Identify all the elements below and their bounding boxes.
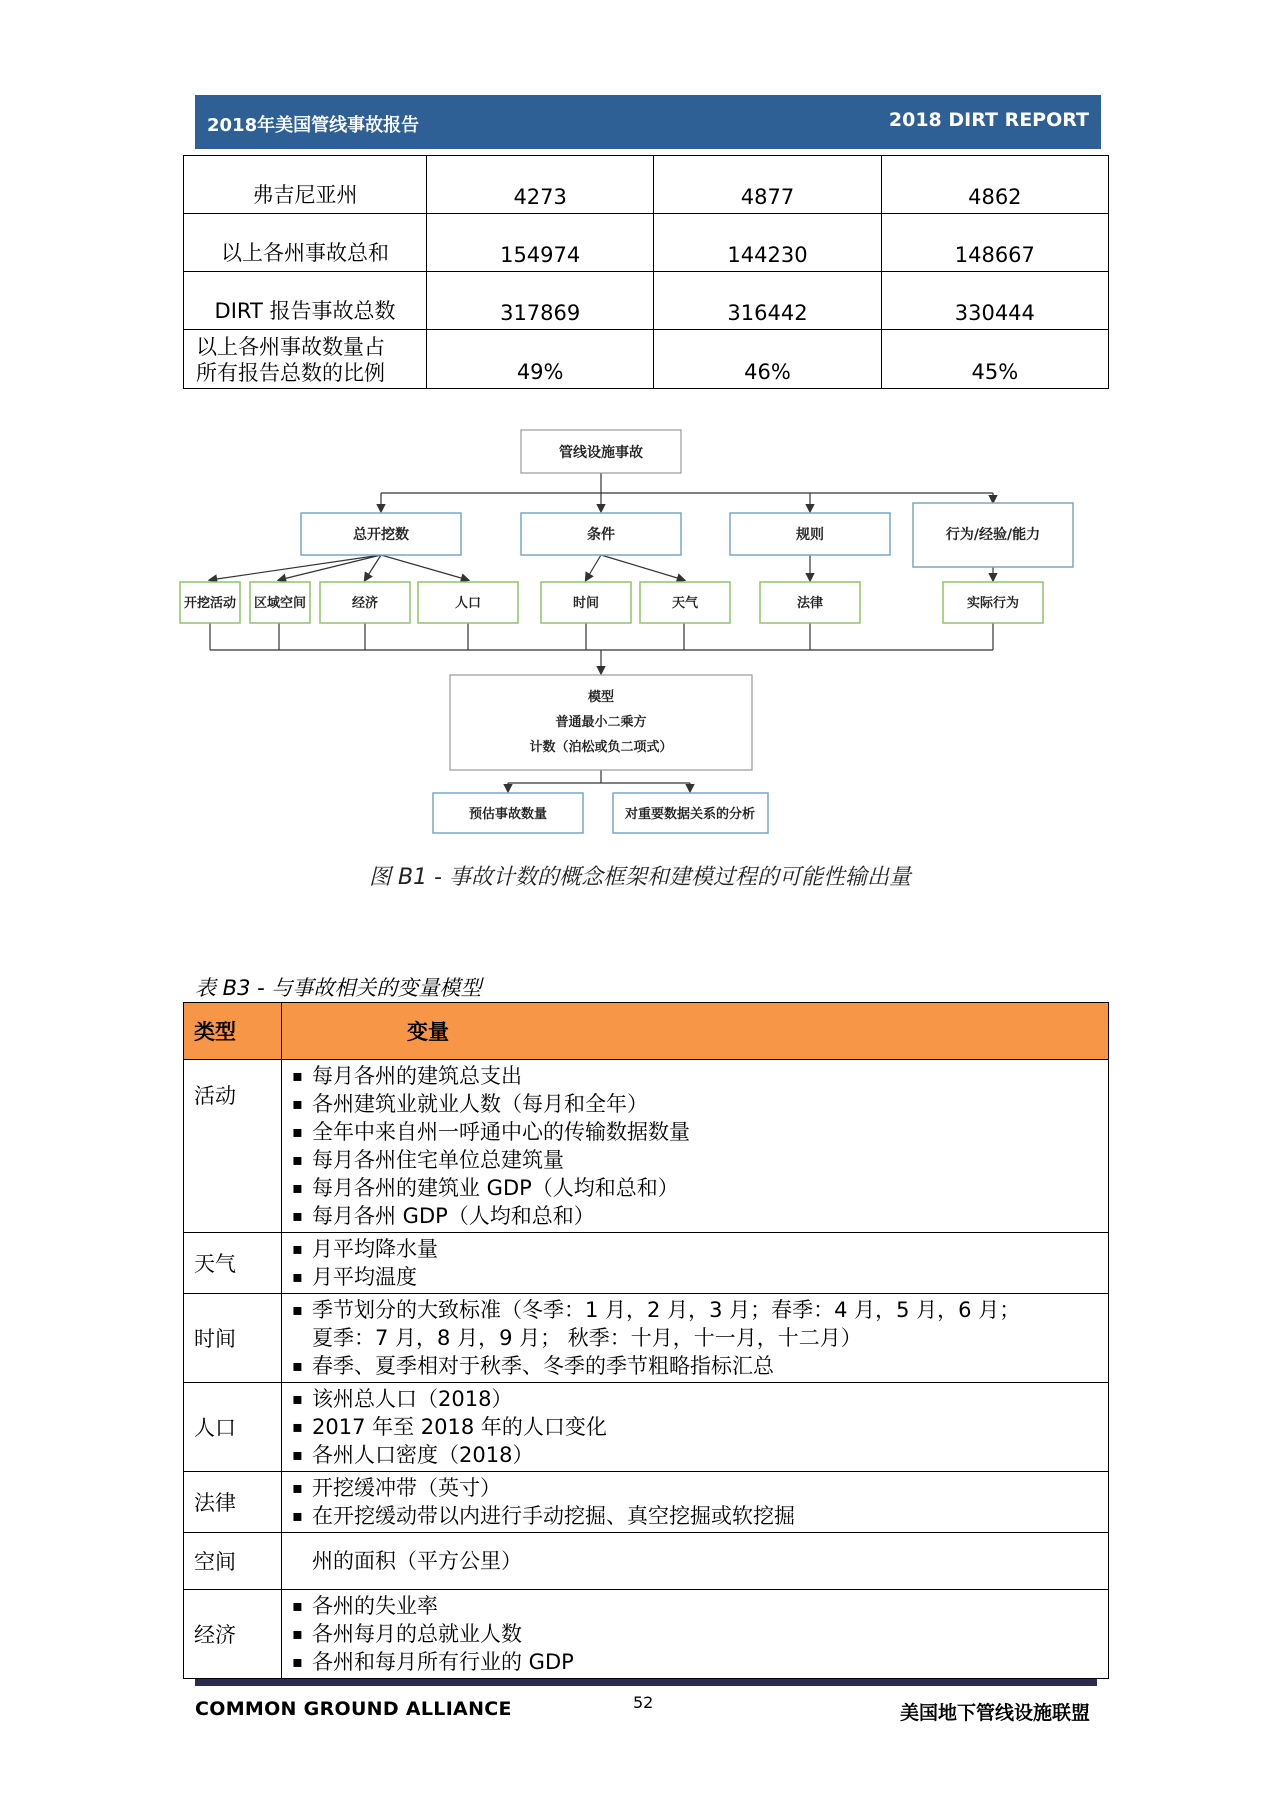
table-cell: 148667 xyxy=(881,214,1108,272)
row-label xyxy=(184,330,427,389)
item-text: 每月各州 GDP（人均和总和） xyxy=(312,1204,595,1228)
list-item xyxy=(290,1474,1108,1502)
table-caption: 表 B3 - 与事故相关的变量模型 xyxy=(195,976,482,1000)
item-text: 春季、夏季相对于秋季、冬季的季节粗略指标汇总 xyxy=(312,1354,774,1378)
item-text: 每月各州住宅单位总建筑量 xyxy=(312,1148,564,1172)
variables-table xyxy=(183,1002,1109,1679)
item-text: 州的面积（平方公里） xyxy=(312,1549,522,1573)
list-item xyxy=(290,1352,1108,1380)
row-label: DIRT 报告事故总数 xyxy=(184,272,427,330)
item-text: 各州的失业率 xyxy=(312,1594,438,1618)
table-cell: 316442 xyxy=(654,272,881,330)
item-text: 各州建筑业就业人数（每月和全年） xyxy=(312,1092,648,1116)
category-cell: 法律 xyxy=(184,1472,282,1533)
bullet-icon: ▪ xyxy=(292,1624,303,1643)
item-text: 开挖缓冲带（英寸） xyxy=(312,1476,501,1500)
item-text: 夏季：7 月，8 月，9 月； 秋季：十月，十一月，十二月） xyxy=(312,1326,862,1350)
bullet-icon: ▪ xyxy=(292,1300,303,1319)
category-cell: 空间 xyxy=(184,1533,282,1590)
group-label: 行为/经验/能力 xyxy=(945,527,1041,543)
footer-org-en: COMMON GROUND ALLIANCE xyxy=(195,1698,512,1720)
leaf-label: 区域空间 xyxy=(253,596,307,611)
category-cell: 时间 xyxy=(184,1294,282,1383)
bullet-icon: ▪ xyxy=(292,1066,303,1085)
table-cell: 4862 xyxy=(881,156,1108,214)
item-text: 月平均降水量 xyxy=(312,1237,438,1261)
bullet-icon: ▪ xyxy=(292,1417,303,1436)
item-text: 各州和每月所有行业的 GDP xyxy=(312,1650,574,1674)
list-item xyxy=(290,1547,1108,1575)
item-text: 各州人口密度（2018） xyxy=(312,1443,534,1467)
list-item xyxy=(290,1118,1108,1146)
item-text: 在开挖缓动带以内进行手动挖掘、真空挖掘或软挖掘 xyxy=(312,1504,795,1528)
list-item xyxy=(290,1090,1108,1118)
leaf-label: 开挖活动 xyxy=(183,596,237,611)
list-item-continuation xyxy=(290,1324,1108,1352)
group-label: 条件 xyxy=(587,527,615,543)
output-label: 对重要数据关系的分析 xyxy=(624,807,756,822)
table-cell: 4273 xyxy=(427,156,654,214)
list-item xyxy=(290,1263,1108,1291)
table-cell: 317869 xyxy=(427,272,654,330)
list-item xyxy=(290,1146,1108,1174)
table-cell: 45% xyxy=(881,330,1108,389)
footer-org-cn: 美国地下管线设施联盟 xyxy=(899,1702,1090,1724)
category-cell: 活动 xyxy=(184,1060,282,1233)
row-label-line: 所有报告总数的比例 xyxy=(196,361,385,385)
item-text: 各州每月的总就业人数 xyxy=(312,1622,522,1646)
category-cell: 天气 xyxy=(184,1233,282,1294)
leaf-label: 天气 xyxy=(671,596,699,611)
list-item xyxy=(290,1648,1108,1676)
diagram-root-label: 管线设施事故 xyxy=(559,445,643,461)
bullet-icon: ▪ xyxy=(292,1478,303,1497)
row-label: 以上各州事故总和 xyxy=(184,214,427,272)
bullet-icon: ▪ xyxy=(292,1239,303,1258)
table-row xyxy=(184,1590,1109,1679)
table-cell: 144230 xyxy=(654,214,881,272)
bullet-icon: ▪ xyxy=(292,1267,303,1286)
group-label: 规则 xyxy=(796,527,824,543)
table-row xyxy=(184,330,1109,389)
list-item xyxy=(290,1202,1108,1230)
group-label: 总开挖数 xyxy=(353,527,409,543)
bullet-icon: ▪ xyxy=(292,1445,303,1464)
header-title-cn: 2018年美国管线事故报告 xyxy=(207,115,420,136)
list-item xyxy=(290,1296,1108,1324)
table-cell: 330444 xyxy=(881,272,1108,330)
state-incident-stats-table xyxy=(183,155,1109,389)
table-row xyxy=(184,156,1109,214)
table-cell: 4877 xyxy=(654,156,881,214)
items-cell xyxy=(282,1233,1109,1294)
table-row xyxy=(184,272,1109,330)
footer-divider xyxy=(195,1679,1097,1686)
bullet-icon: ▪ xyxy=(292,1178,303,1197)
bullet-icon: ▪ xyxy=(292,1150,303,1169)
category-cell: 人口 xyxy=(184,1383,282,1472)
items-cell xyxy=(282,1060,1109,1233)
leaf-label: 实际行为 xyxy=(966,596,1020,611)
table-row xyxy=(184,214,1109,272)
table-row xyxy=(184,1233,1109,1294)
bullet-icon: ▪ xyxy=(292,1206,303,1225)
page-number: 52 xyxy=(633,1693,654,1712)
figure-caption: 图 B1 - 事故计数的概念框架和建模过程的可能性输出量 xyxy=(368,865,911,890)
items-cell xyxy=(282,1383,1109,1472)
row-label-line: 以上各州事故数量占 xyxy=(196,335,385,359)
list-item xyxy=(290,1620,1108,1648)
list-item xyxy=(290,1385,1108,1413)
model-line: 普通最小二乘方 xyxy=(555,715,647,730)
table-row xyxy=(184,1533,1109,1590)
row-label: 弗吉尼亚州 xyxy=(184,156,427,214)
item-text: 季节划分的大致标准（冬季：1 月，2 月，3 月；春季：4 月，5 月，6 月； xyxy=(312,1298,1021,1322)
item-text: 每月各州的建筑业 GDP（人均和总和） xyxy=(312,1176,679,1200)
list-item xyxy=(290,1592,1108,1620)
items-cell xyxy=(282,1590,1109,1679)
item-text: 月平均温度 xyxy=(312,1265,417,1289)
bullet-icon: ▪ xyxy=(292,1506,303,1525)
leaf-label: 时间 xyxy=(572,596,600,611)
bullet-icon: ▪ xyxy=(292,1356,303,1375)
bullet-icon: ▪ xyxy=(292,1596,303,1615)
list-item xyxy=(290,1235,1108,1263)
items-cell xyxy=(282,1294,1109,1383)
bullet-icon: ▪ xyxy=(292,1094,303,1113)
item-text: 该州总人口（2018） xyxy=(312,1387,513,1411)
output-label: 预估事故数量 xyxy=(468,807,548,822)
list-item xyxy=(290,1062,1108,1090)
bullet-icon: ▪ xyxy=(292,1389,303,1408)
items-cell xyxy=(282,1533,1109,1590)
list-item xyxy=(290,1502,1108,1530)
table-cell: 46% xyxy=(654,330,881,389)
model-line: 计数（泊松或负二项式） xyxy=(529,740,673,755)
list-item xyxy=(290,1441,1108,1469)
table-row xyxy=(184,1472,1109,1533)
bullet-icon: ▪ xyxy=(292,1652,303,1671)
table-row xyxy=(184,1294,1109,1383)
report-header-band xyxy=(195,95,1101,149)
item-text: 2017 年至 2018 年的人口变化 xyxy=(312,1415,607,1439)
item-text: 每月各州的建筑总支出 xyxy=(312,1064,522,1088)
category-cell: 经济 xyxy=(184,1590,282,1679)
table-cell: 154974 xyxy=(427,214,654,272)
column-header-variable: 变量 xyxy=(282,1003,1109,1060)
leaf-label: 人口 xyxy=(454,596,482,611)
items-cell xyxy=(282,1472,1109,1533)
conceptual-framework-diagram xyxy=(178,425,1098,835)
table-row xyxy=(184,1383,1109,1472)
model-line: 模型 xyxy=(587,690,615,705)
table-header-row xyxy=(184,1003,1109,1060)
item-text: 全年中来自州一呼通中心的传输数据数量 xyxy=(312,1120,690,1144)
leaf-label: 法律 xyxy=(796,596,824,611)
bullet-icon: ▪ xyxy=(292,1122,303,1141)
header-title-en: 2018 DIRT REPORT xyxy=(888,109,1089,131)
list-item xyxy=(290,1174,1108,1202)
table-row xyxy=(184,1060,1109,1233)
list-item xyxy=(290,1413,1108,1441)
table-cell: 49% xyxy=(427,330,654,389)
leaf-label: 经济 xyxy=(351,596,379,611)
column-header-type: 类型 xyxy=(184,1003,282,1060)
